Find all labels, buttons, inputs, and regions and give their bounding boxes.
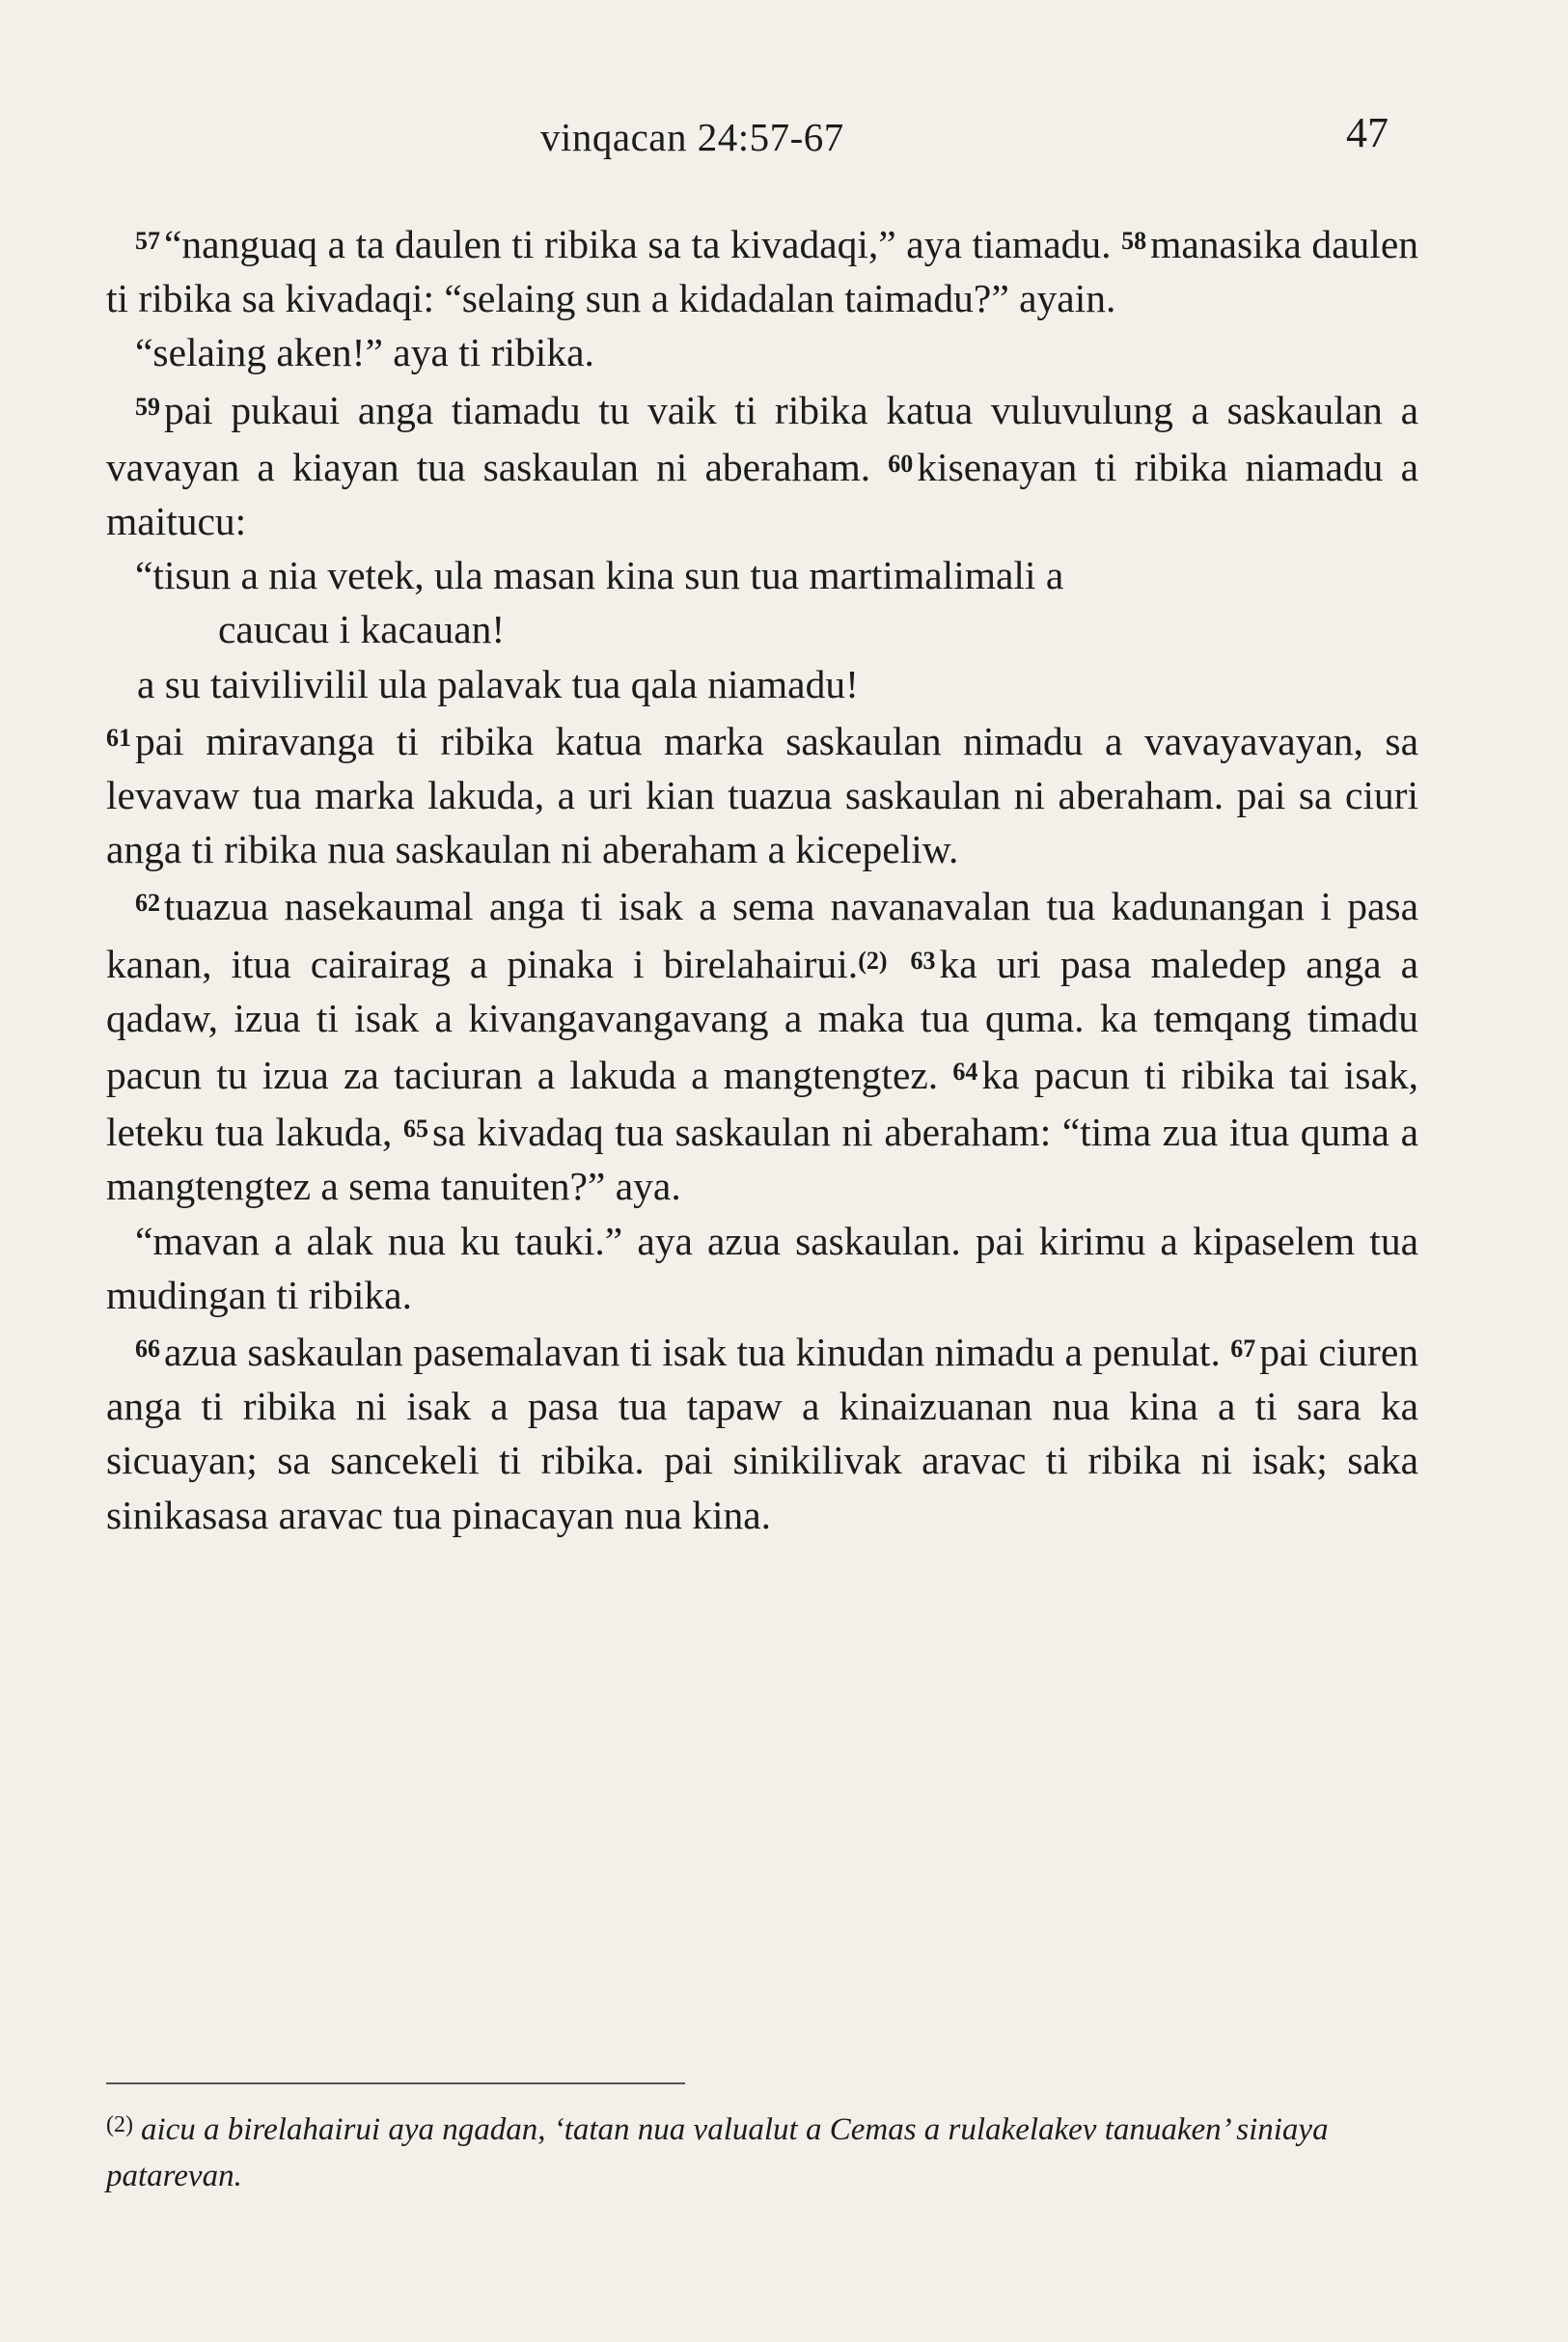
paragraph-reply: [106, 325, 1418, 379]
verse-text: kisenayan ti ribika niamadu a maitucu:: [106, 444, 1418, 544]
verse-text: pai miravanga ti ribika katua marka saskaulan nimadu a vavayavayan, sa levavaw tua marka lakuda, a uri kian tuazua saskaulan ni aberaham. pai sa ciuri anga ti ribika nua saskaulan ni aberaham a kicepeliw.: [106, 718, 1418, 872]
footnote-marker: (2): [858, 946, 888, 975]
verse-text: pai ciuren anga ti ribika ni isak a pasa tua tapaw a kinaizuanan nua kina a ti sara ka sicuayan; sa sancekeli ti ribika. pai sinikilivak aravac ti ribika ni isak; saka sinikasasa aravac tua pinacayan nua kina.: [106, 1330, 1419, 1537]
paragraph-61: [106, 711, 1418, 877]
paragraph-66-67: [106, 1322, 1418, 1542]
verse-number: 62: [135, 889, 160, 918]
verse-text: sa kivadaq tua saskaulan ni aberaham: “tima zua itua quma a mangtengtez a sema tanuiten?” aya.: [106, 1110, 1419, 1209]
verse-number: 67: [1230, 1335, 1256, 1364]
verse-text: “mavan a alak nua ku tauki.” aya azua saskaulan. pai kirimu a kipaselem tua mudingan ti ribika.: [106, 1218, 1418, 1317]
poem-line: “tisun a nia vetek, ula masan kina sun tua martimalimali a: [135, 553, 1064, 598]
verse-number: 66: [135, 1335, 160, 1364]
verse-text: tuazua nasekaumal anga ti isak a sema navanavalan tua kadunangan i pasa kanan, itua cairairag a pinaka i birelahairui.: [106, 884, 1418, 986]
verse-text: pai pukaui anga tiamadu tu vaik ti ribika katua vuluvulung a saskaulan a vavayan a kiayan tua saskaulan ni aberaham.: [106, 387, 1418, 489]
verse-number: 64: [952, 1058, 978, 1087]
footnote: [106, 2102, 1332, 2199]
paragraph-57-58: [106, 214, 1418, 325]
running-head: vinqacan 24:57-67: [540, 115, 844, 159]
verse-text: ka uri pasa maledep anga a qadaw, izua ti isak a kivangavangavang a maka tua quma. ka temqang timadu pacun tu izua za taciuran a lakuda a mangtengtez.: [106, 941, 1419, 1098]
poem-line: a su taivilivilil ula palavak tua qala niamadu!: [137, 661, 859, 706]
verse-text: azua saskaulan pasemalavan ti isak tua kinudan nimadu a penulat.: [164, 1330, 1221, 1375]
verse-number: 59: [135, 392, 160, 421]
footnote-text: aicu a birelahairui aya ngadan, ‘tatan nua valualut a Cemas a rulakelakev tanuaken’ siniaya patarevan.: [106, 2112, 1329, 2193]
verse-number: 58: [1121, 227, 1147, 255]
verse-text: manasika daulen ti ribika sa kivadaqi: “selaing sun a kidadalan taimadu?” ayain.: [106, 222, 1418, 321]
verse-text: “nanguaq a ta daulen ti ribika sa ta kivadaqi,” aya tiamadu.: [164, 222, 1112, 266]
footnote-divider: [106, 2082, 685, 2084]
paragraph-62-65: [106, 876, 1418, 1213]
verse-number: 61: [106, 723, 131, 752]
poem-line: caucau i kacauan!: [218, 607, 506, 652]
verse-number: 57: [135, 227, 160, 255]
verse-number: 63: [910, 946, 936, 975]
paragraph-59-60: [106, 380, 1418, 549]
page-number: 47: [1346, 109, 1389, 156]
verse-number: 65: [403, 1115, 428, 1143]
verse-text: “selaing aken!” aya ti ribika.: [135, 330, 594, 375]
verse-number: 60: [888, 449, 914, 478]
page-body: [106, 214, 1418, 1542]
paragraph-mavan: [106, 1214, 1418, 1322]
footnote-mark: (2): [106, 2112, 133, 2137]
verse-text: ka pacun ti ribika tai isak, leteku tua lakuda,: [106, 1053, 1419, 1155]
